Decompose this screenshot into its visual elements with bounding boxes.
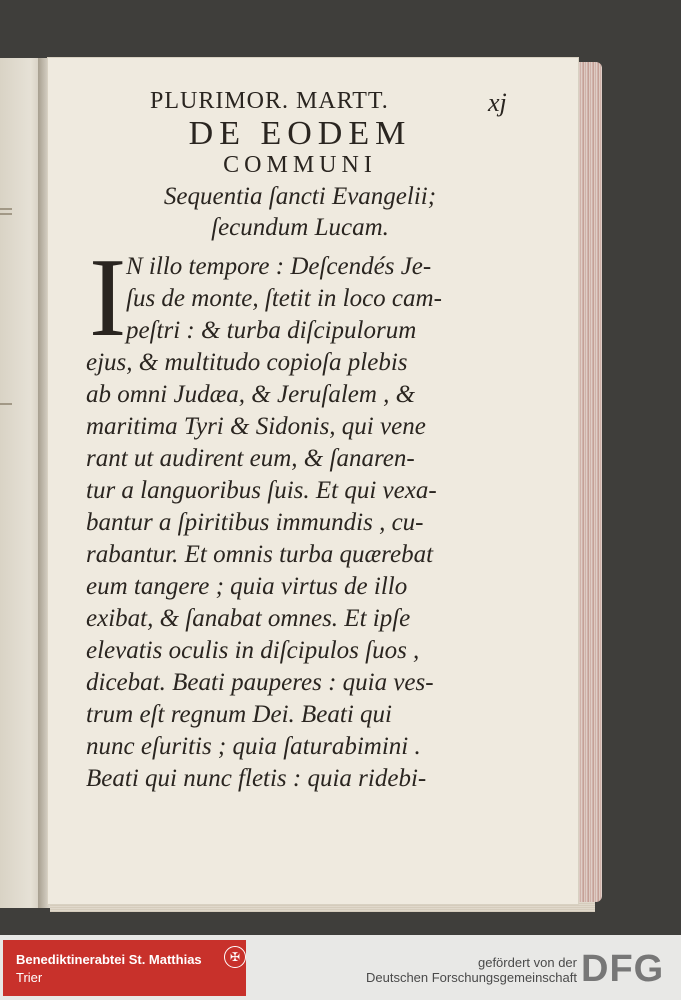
institution-city: Trier [16,970,43,985]
running-head: PLURIMOR. MARTT. [150,88,389,114]
institution-name: Benediktinerabtei St. Matthias [16,952,202,967]
text-line: eum tangere ; quia virtus de illo [86,573,408,600]
text-line: bantur a ſpiritibus immundis , cu- [86,509,424,536]
text-line: ejus, & multitudo copioſa plebis [86,349,408,376]
abbey-seal-icon: ✠ [224,946,246,968]
text-line: peſtri : & turba diſcipulorum [126,317,417,344]
funder-credit [290,955,577,985]
text-line: tur a languoribus ſuis. Et qui vexa- [86,477,437,504]
text-line: Beati qui nunc fletis : quia ridebi- [86,765,427,792]
gospel-heading-line-1: Sequentia ſancti Evangelii; [163,183,437,210]
section-subtitle: COMMUNI [223,152,377,178]
text-line: rabantur. Et omnis turba quærebat [86,541,434,568]
left-page-mark [0,403,12,405]
text-line: rant ut audirent eum, & ſanaren- [86,445,415,472]
text-line: N illo tempore : Deſcendés Je- [126,253,432,280]
text-line: dicebat. Beati pauperes : quia ves- [86,669,434,696]
funder-line-1: gefördert von der [477,955,577,970]
funder-line-2: Deutschen Forschungsgemeinschaft [365,970,577,985]
text-line: elevatis oculis in diſcipulos ſuos , [86,637,420,664]
text-line: maritima Tyri & Sidonis, qui vene [86,413,426,440]
drop-capital: I [89,236,127,360]
text-line: exibat, & ſanabat omnes. Et ipſe [86,605,411,632]
dfg-logo[interactable]: DFG [581,948,665,990]
section-title: DE EODEM [188,115,412,152]
text-line: ſus de monte, ſtetit in loco cam- [126,285,442,312]
left-page-mark [0,208,12,210]
folio-number: xj [488,88,507,117]
gospel-heading-line-2: ſecundum Lucam. [211,214,389,241]
text-line: nunc eſuritis ; quia ſaturabimini . [86,733,421,760]
institution-badge[interactable] [3,940,246,996]
text-line: ab omni Judæa, & Jeruſalem , & [86,381,416,408]
page-edges [575,62,602,902]
text-line: trum eſt regnum Dei. Beati qui [86,701,392,728]
left-page-mark [0,213,12,215]
